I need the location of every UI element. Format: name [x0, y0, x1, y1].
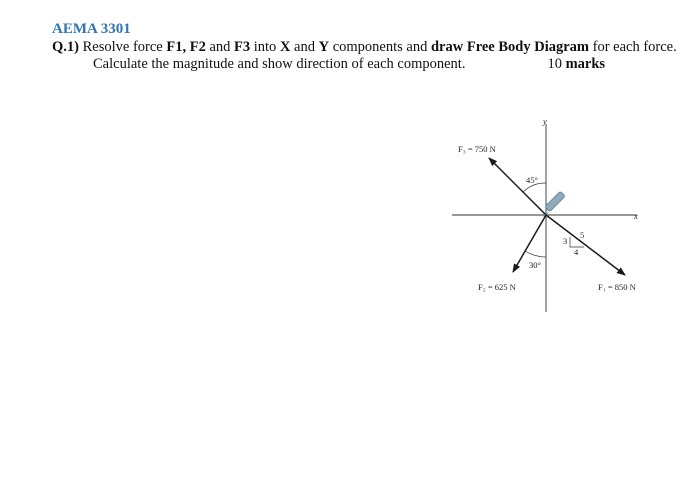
question-text: Resolve force: [78, 39, 167, 55]
question-1: [52, 39, 682, 73]
question-line-1: [52, 39, 682, 56]
y-ref: Y: [318, 39, 330, 55]
angle-30-arc: [525, 251, 546, 257]
y-axis-label: y: [543, 116, 547, 126]
question-text: into: [250, 39, 280, 55]
f2-label: F₂ = 625 N: [478, 282, 516, 292]
angle-30-label: 30°: [529, 260, 541, 270]
force-f2-ref: F2: [189, 39, 206, 55]
question-number: Q.1): [52, 39, 79, 55]
force-f3-arrow: [489, 158, 546, 215]
question-text: components and: [329, 39, 431, 55]
slope-4-label: 4: [574, 247, 579, 257]
marks: [547, 56, 605, 72]
question-text: and: [205, 39, 235, 55]
force-f3-ref: F3: [234, 39, 251, 55]
question-text: for each force.: [588, 39, 677, 55]
question-text: and: [290, 39, 319, 55]
fbd-ref: draw Free Body Diagram: [430, 39, 589, 55]
pin-icon: [544, 191, 566, 217]
x-axis-label: x: [634, 211, 638, 221]
x-ref: X: [279, 39, 291, 55]
question-instruction: Calculate the magnitude and show direction of each component.: [93, 56, 466, 72]
force-diagram: [440, 112, 670, 317]
angle-45-label: 45°: [526, 175, 538, 185]
slope-5-label: 5: [580, 230, 585, 240]
f3-label: F₃ = 750 N: [458, 144, 496, 154]
course-code: AEMA 3301: [52, 21, 131, 37]
question-line-2: [52, 56, 682, 73]
f1-label: F₁ = 850 N: [598, 282, 636, 292]
marks-word: marks: [565, 56, 606, 72]
force-f1-ref: F1,: [166, 39, 187, 55]
force-f1-arrow: [546, 215, 625, 275]
marks-value: 10: [547, 56, 562, 72]
slope-3-label: 3: [563, 236, 568, 246]
